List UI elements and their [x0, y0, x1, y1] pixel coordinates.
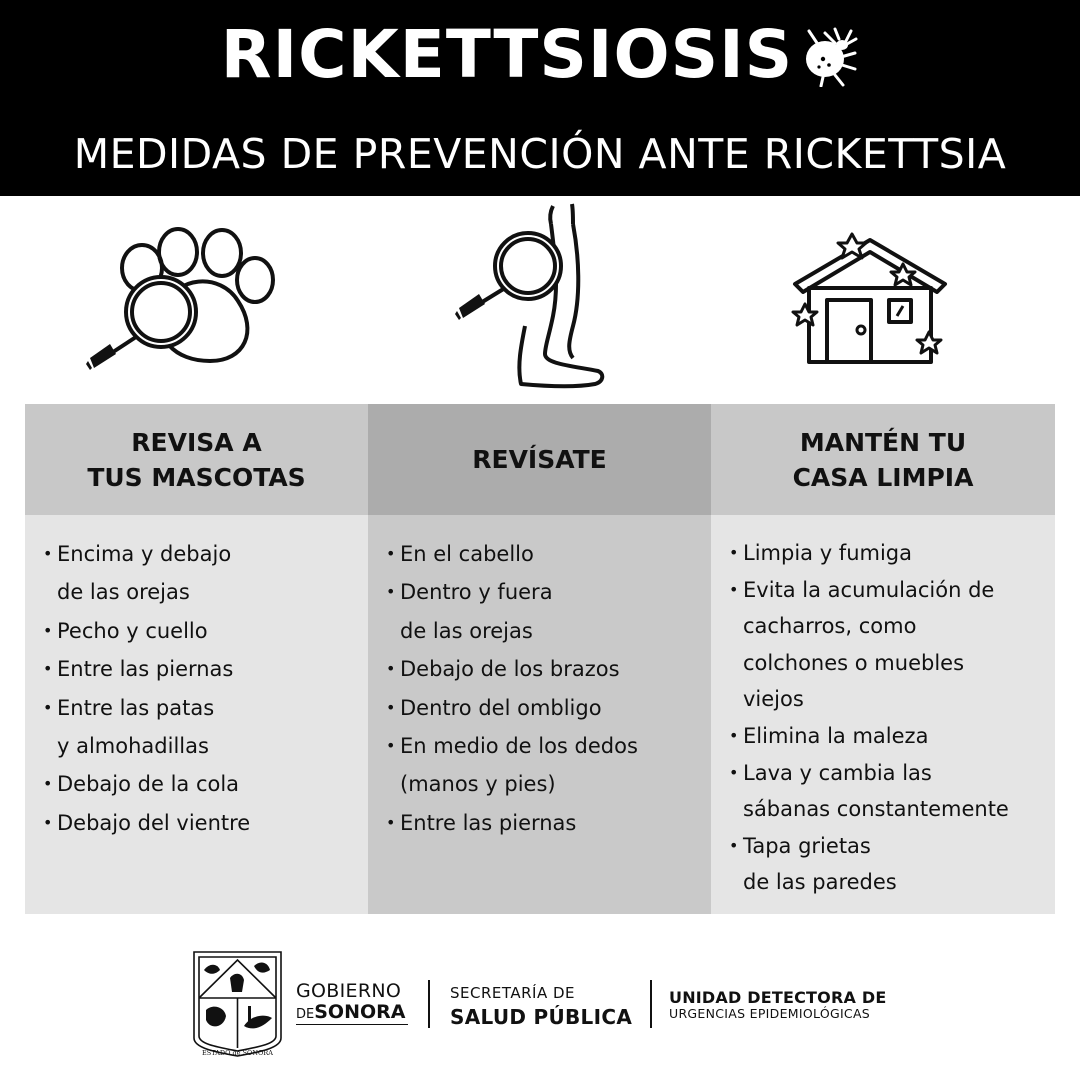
item-line: • Pecho y cuello [57, 618, 208, 643]
column-body [711, 515, 1055, 914]
gov-line1: GOBIERNO [296, 980, 402, 1002]
page-subtitle: MEDIDAS DE PREVENCIÓN ANTE RICKETTSIA [73, 130, 1007, 178]
gov-prefix: DE [296, 1007, 315, 1022]
list-item [43, 612, 358, 650]
ude-line1: UNIDAD DETECTORA DE [669, 988, 887, 1007]
column-body [25, 515, 368, 914]
item-line: cacharros, como [743, 614, 917, 639]
prevention-table [25, 404, 1055, 914]
ssp-line1: SECRETARÍA DE [450, 984, 576, 1002]
item-line: • Debajo de la cola [57, 772, 240, 797]
list-item [729, 828, 1045, 901]
list-item [43, 804, 358, 842]
house-clean-icon [785, 196, 955, 404]
page-title: RICKETTSIOSIS [220, 16, 794, 93]
list-item [729, 535, 1045, 572]
unidad-detectora-logo [669, 990, 886, 1021]
heading-line: REVISA A [131, 427, 262, 457]
column-heading [368, 404, 711, 515]
column-revisate [368, 404, 711, 914]
item-list [43, 535, 358, 842]
tick-icon [795, 23, 859, 87]
item-line: • Dentro y fuera [400, 580, 553, 605]
list-item [729, 718, 1045, 755]
list-item [729, 572, 1045, 718]
item-line: • Debajo de los brazos [400, 657, 620, 682]
item-list [729, 535, 1045, 901]
item-line: • Encima y debajo [57, 542, 232, 566]
item-line: • Entre las piernas [400, 810, 577, 835]
list-item [386, 535, 701, 573]
heading-line: CASA LIMPIA [792, 462, 974, 492]
footer-divider [650, 980, 652, 1028]
leg-magnifier-icon [433, 196, 613, 404]
list-item [386, 727, 701, 804]
item-line: • En el cabello [400, 542, 534, 566]
footer-logos [0, 944, 1080, 1064]
list-item [386, 573, 701, 650]
item-line: • Lava y cambia las [743, 760, 932, 785]
icons-row [25, 196, 1055, 404]
item-line: viejos [743, 687, 804, 712]
sonora-seal-icon [190, 948, 285, 1060]
paw-magnifier-icon [80, 196, 280, 404]
item-line: de las orejas [400, 618, 533, 643]
item-list [386, 535, 701, 842]
column-mascotas [25, 404, 368, 914]
gobierno-sonora-logo [296, 982, 405, 1022]
item-line: • Elimina la maleza [743, 723, 929, 748]
column-heading [25, 404, 368, 515]
ssp-line2: SALUD PÚBLICA [450, 1005, 633, 1029]
title-row [0, 16, 1080, 93]
item-line: • Entre las piernas [57, 657, 234, 682]
list-item [43, 535, 358, 612]
column-body [368, 515, 711, 914]
heading-line: TUS MASCOTAS [87, 462, 306, 492]
list-item [386, 689, 701, 727]
gov-line2 [296, 1003, 405, 1022]
item-line: • Debajo del vientre [57, 810, 251, 835]
item-line: y almohadillas [57, 734, 209, 759]
list-item [43, 689, 358, 766]
column-heading [711, 404, 1055, 515]
list-item [43, 765, 358, 803]
header-banner [0, 0, 1080, 196]
item-line: • Limpia y fumiga [743, 541, 912, 565]
seal-label: ESTADO de SONORA [202, 1049, 273, 1057]
column-casa-limpia [711, 404, 1055, 914]
list-item [386, 650, 701, 688]
item-line: de las paredes [743, 870, 897, 895]
item-line: de las orejas [57, 580, 190, 605]
footer-divider [428, 980, 430, 1028]
gov-main: SONORA [314, 1001, 406, 1023]
list-item [386, 804, 701, 842]
item-line: • En medio de los dedos [400, 734, 638, 759]
item-line: • Evita la acumulación de [743, 577, 995, 602]
list-item [729, 755, 1045, 828]
item-line: • Entre las patas [57, 695, 215, 720]
ude-line2: URGENCIAS EPIDEMIOLÓGICAS [669, 1006, 871, 1021]
heading-line: MANTÉN TU [799, 427, 967, 457]
item-line: • Dentro del ombligo [400, 695, 602, 720]
item-line: (manos y pies) [400, 772, 556, 797]
list-item [43, 650, 358, 688]
gov-underline [296, 1024, 408, 1025]
heading-line: REVÍSATE [472, 445, 607, 474]
salud-publica-logo [450, 986, 632, 1027]
item-line: • Tapa grietas [743, 833, 871, 858]
item-line: colchones o muebles [743, 650, 965, 675]
item-line: sábanas constantemente [743, 797, 1009, 822]
